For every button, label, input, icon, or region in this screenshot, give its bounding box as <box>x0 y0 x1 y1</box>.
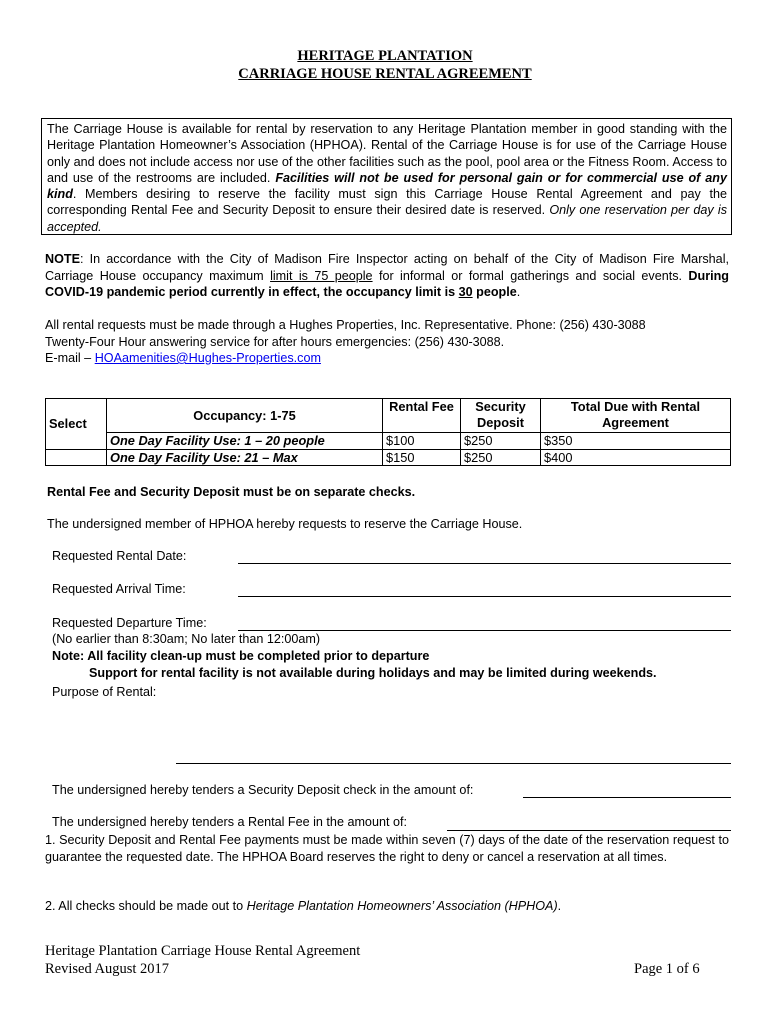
departure-window: (No earlier than 8:30am; No later than 12:00am) <box>52 632 321 646</box>
document-title: HERITAGE PLANTATION <box>297 48 473 64</box>
fee-table-header <box>46 399 731 433</box>
rental-fee-cell: $150 <box>383 449 461 466</box>
term-2-end: . <box>557 899 562 913</box>
occupancy-note <box>45 251 729 301</box>
select-header-label: Select <box>49 416 87 431</box>
occupancy-limit: limit is 75 people <box>270 268 373 283</box>
document-subtitle: CARRIAGE HOUSE RENTAL AGREEMENT <box>238 66 532 82</box>
rental-fee-amount-label: The undersigned hereby tenders a Rental Fee in the amount of: <box>52 815 407 829</box>
total-due-header: Total Due with Rental Agreement <box>541 399 731 433</box>
intro-emphasis: Facilities will not be used for personal gain or for commercial use of any kind <box>47 170 728 202</box>
term-2-text: 2. All checks should be made out to <box>45 899 247 913</box>
intro-text-continued: . Members desiring to reserve the facility must sign this Carriage House Rental Agreement and pay the corresponding Rental Fee and Security Deposit to ensure their desired date is reserved. <box>47 187 727 218</box>
security-deposit-amount-field[interactable] <box>523 797 731 798</box>
purpose-field[interactable] <box>176 763 731 764</box>
table-row <box>46 433 731 450</box>
contact-emergency-line: Twenty-Four Hour answering service for after hours emergencies: (256) 430-3088. <box>45 334 505 349</box>
total-due-cell: $400 <box>541 449 731 466</box>
cleanup-note: Note: All facility clean-up must be completed prior to departure <box>52 649 430 663</box>
intro-italic-tail: Only one reservation per day is accepted. <box>47 203 727 234</box>
rental-fee-amount-field[interactable] <box>447 830 731 831</box>
email-label: E-mail – <box>45 351 95 365</box>
email-link[interactable]: HOAamenities@Hughes-Properties.com <box>94 351 321 365</box>
rental-date-label: Requested Rental Date: <box>52 549 187 563</box>
support-note: Support for rental facility is not available during holidays and may be limited during weekends. <box>89 666 657 680</box>
covid-limit-intro: During COVID-19 pandemic period currently in effect, the occupancy limit is <box>45 268 729 299</box>
covid-limit-value: 30 <box>458 285 473 299</box>
request-statement: The undersigned member of HPHOA hereby requests to reserve the Carriage House. <box>47 517 523 531</box>
total-due-cell: $350 <box>541 433 731 450</box>
note-text-continued: for informal or formal gatherings and social events. <box>372 268 689 283</box>
payee-name: Heritage Plantation Homeowners’ Association (HPHOA) <box>246 899 558 913</box>
select-header <box>46 399 107 450</box>
footer-revised: Revised August 2017 <box>45 961 170 977</box>
security-deposit-amount-label: The undersigned hereby tenders a Security Deposit check in the amount of: <box>52 783 474 797</box>
intro-box <box>41 118 732 235</box>
select-cell[interactable] <box>46 449 107 466</box>
note-end: . <box>516 285 521 299</box>
rental-fee-header: Rental Fee <box>383 399 461 433</box>
separate-checks-notice: Rental Fee and Security Deposit must be on separate checks. <box>47 485 416 499</box>
occupancy-cell: One Day Facility Use: 21 – Max <box>107 449 383 466</box>
covid-limit-unit: people <box>472 285 517 299</box>
rental-fee-cell: $100 <box>383 433 461 450</box>
footer-page-number: Page 1 of 6 <box>634 961 700 977</box>
intro-text: The Carriage House is available for rental by reservation to any Heritage Plantation member in good standing with the Heritage Plantation Homeowner’s Association (HPHOA). Rental of the Carriage House is for use of the Carriage House only and does not include access nor use of the other facilities such as the pool, pool area or the Fitness Room. Access to and use of the restrooms are included. <box>47 122 727 185</box>
purpose-label: Purpose of Rental: <box>52 685 157 699</box>
occupancy-header: Occupancy: 1-75 <box>107 399 383 433</box>
contact-phone-line: All rental requests must be made through a Hughes Properties, Inc. Representative. Phone: (256) 430-3088 <box>45 318 646 332</box>
security-deposit-cell: $250 <box>461 449 541 466</box>
payment-term-2 <box>45 898 561 914</box>
occupancy-cell: One Day Facility Use: 1 – 20 people <box>107 433 383 450</box>
note-label: NOTE <box>45 252 80 266</box>
rental-date-field[interactable] <box>238 563 731 564</box>
contact-info <box>45 317 729 367</box>
contact-email-line <box>45 350 729 367</box>
payment-term-1: 1. Security Deposit and Rental Fee payments must be made within seven (7) days of the date of the reservation request to guarantee the requested date. The HPHOA Board reserves the right to deny or cancel a reservation at all times. <box>45 833 729 864</box>
footer-doc-title: Heritage Plantation Carriage House Rental Agreement <box>45 943 361 959</box>
note-text: : In accordance with the City of Madison Fire Inspector acting on behalf of the City of Madison Fire Marshal, Carriage House occupancy maximum <box>45 252 729 283</box>
arrival-time-field[interactable] <box>238 596 731 597</box>
security-deposit-header: Security Deposit <box>461 399 541 433</box>
departure-time-label: Requested Departure Time: <box>52 616 207 630</box>
arrival-time-label: Requested Arrival Time: <box>52 582 186 596</box>
fee-table <box>45 398 731 466</box>
security-deposit-cell: $250 <box>461 433 541 450</box>
table-row <box>46 449 731 466</box>
